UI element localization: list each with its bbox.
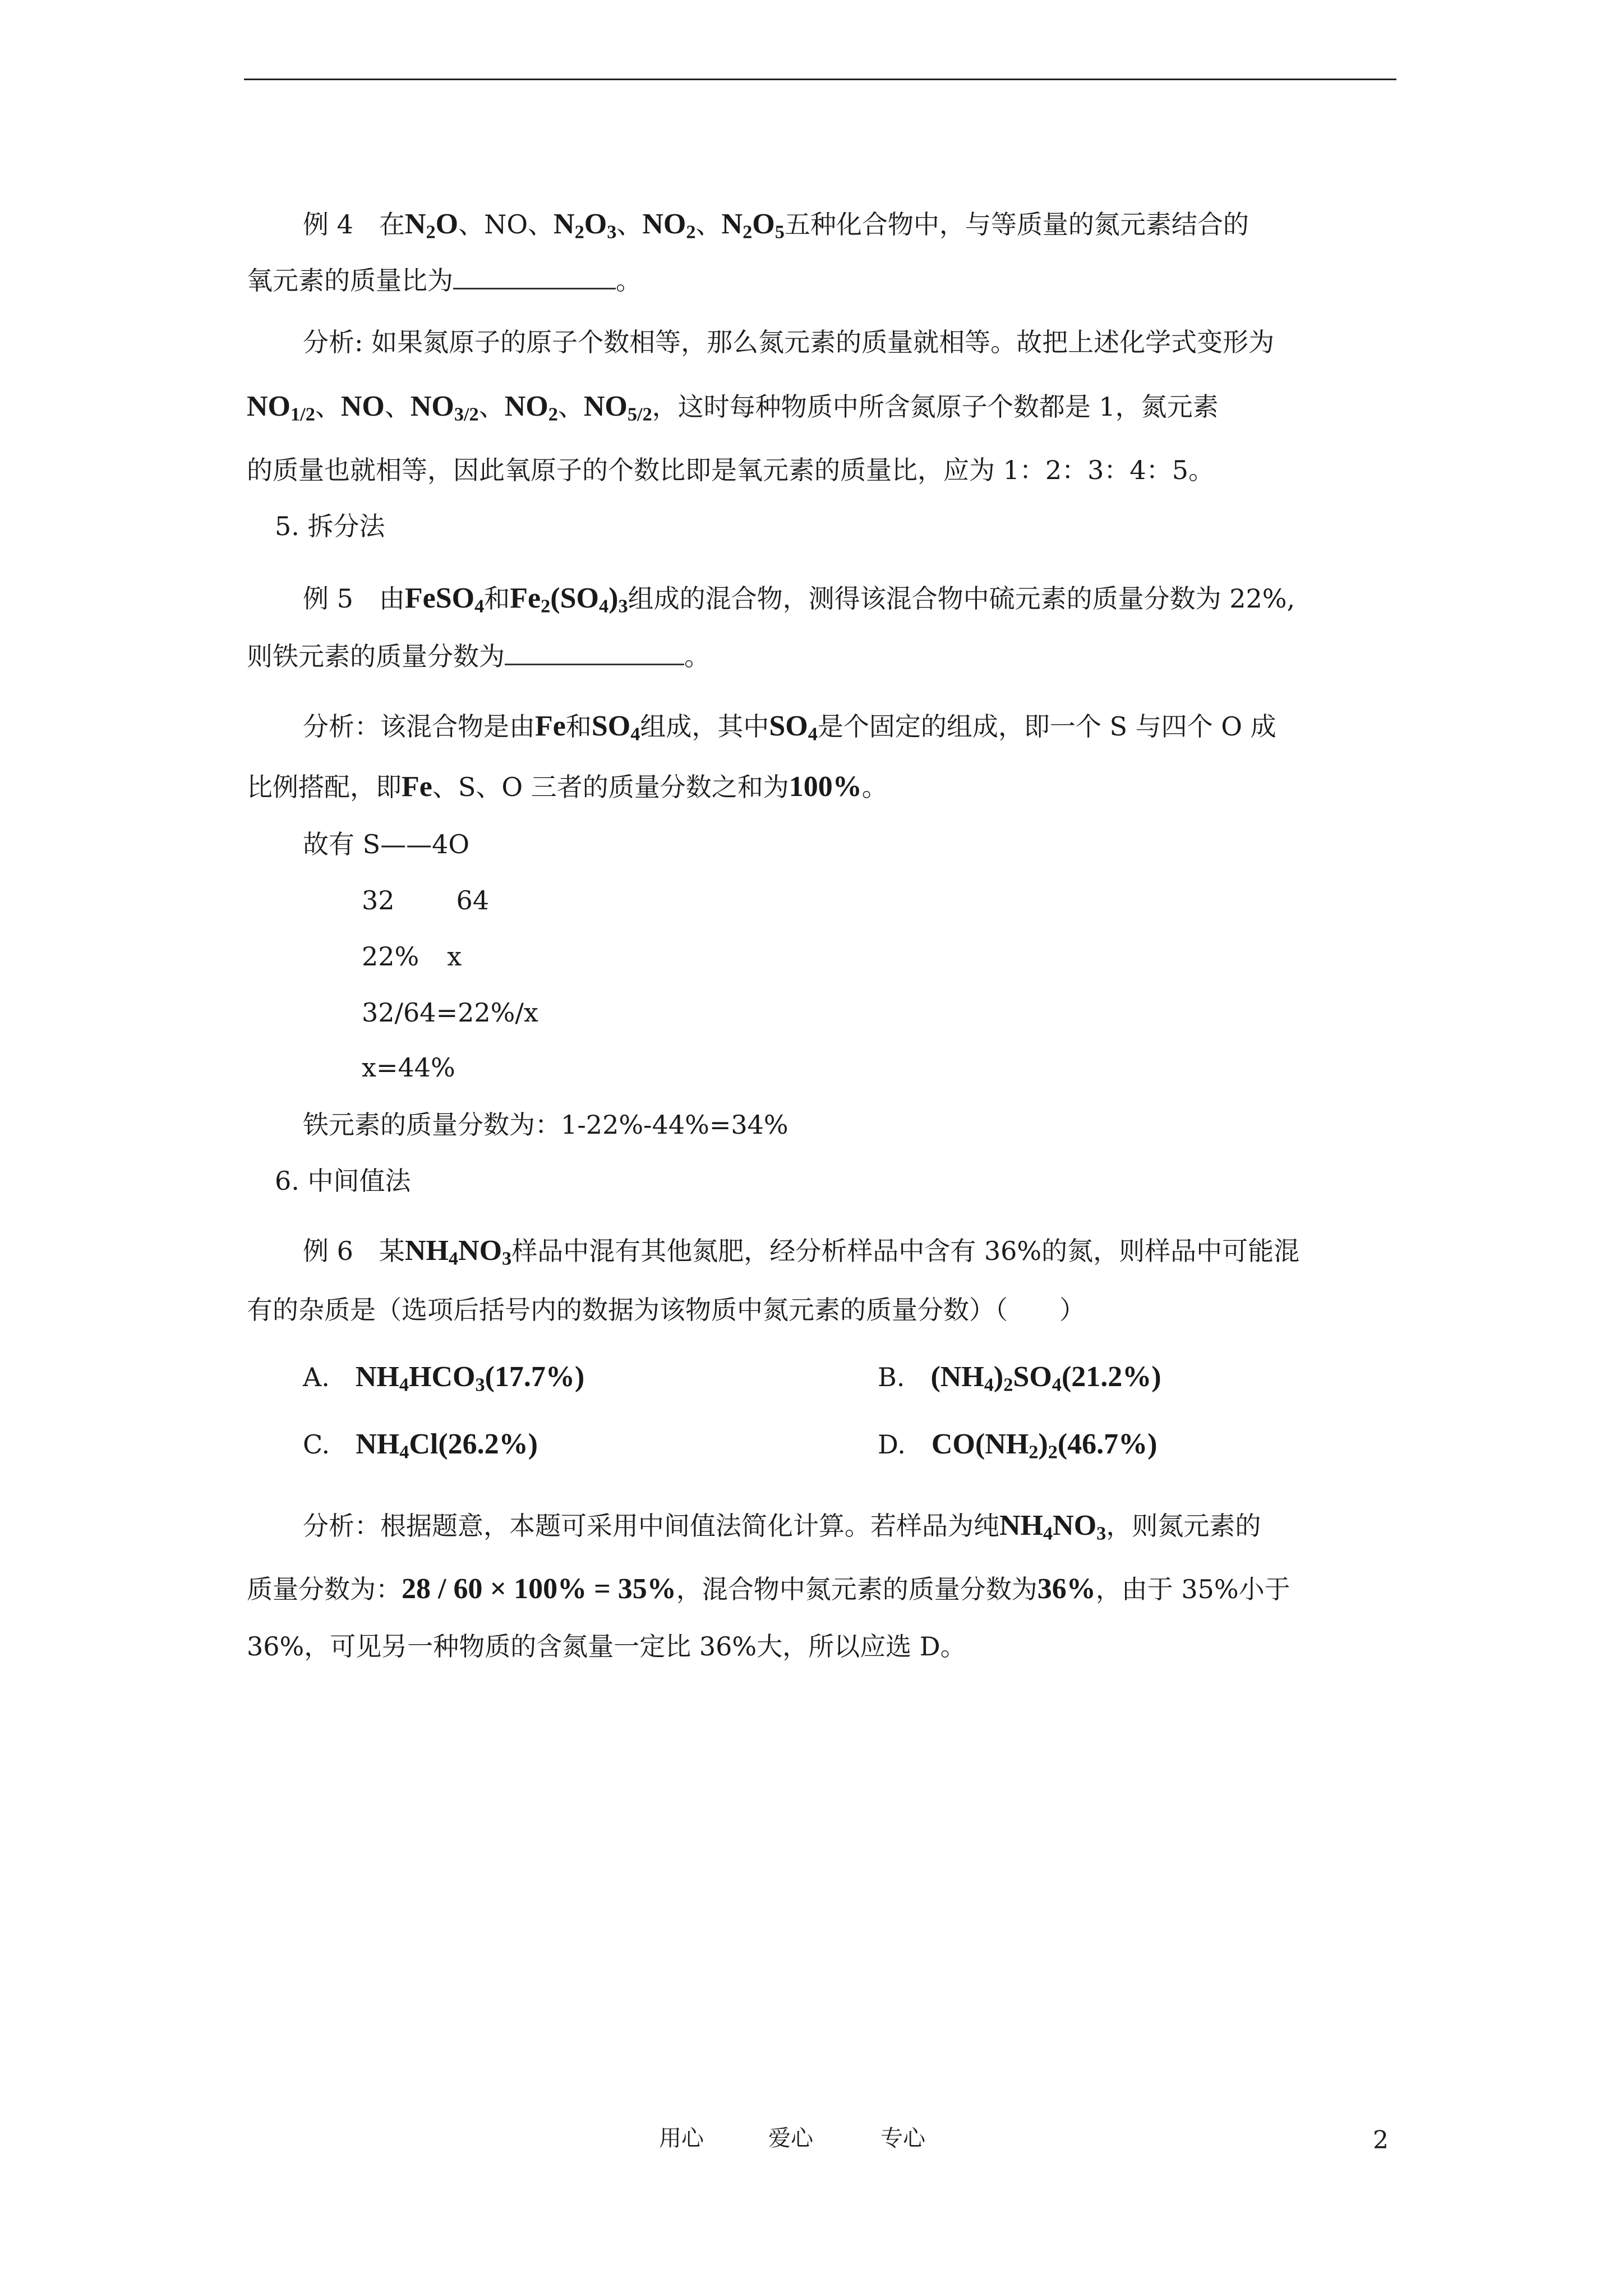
analysis4-line1: 分析: 如果氮原子的原子个数相等，那么氮元素的质量就相等。故把上述化学式变形为 — [303, 327, 1275, 357]
analysis5-line2: 比例搭配，即Fe、S、O 三者的质量分数之和为100%。 — [247, 771, 888, 803]
ex6-line1: 例 6 某$NH_4NO_3$样品中混有其他氮肥，经分析样品中含有 36%的氮，则样品中可能混 — [303, 1235, 1300, 1269]
analysis4-line2: $NO_{1/2}$、NO、$NO_{3/2}$、$NO_2$、$NO_{5/2}$，这时每种物质中所含氮原子个数都是 1，氮元素 — [247, 390, 1219, 425]
page-number: 2 — [1373, 2126, 1389, 2155]
ex5-line2: 则铁元素的质量分数为 。 — [247, 641, 710, 671]
footer-motto-1: 用心 — [659, 2125, 704, 2151]
option-c: C. $NH_4Cl(26.2\%)$ — [303, 1428, 538, 1463]
ex4-line1: 例 4 在$N_2O$、NO、$N_2O_3$、$NO_2$、$N_2O_5$五种化合物中，与等质量的氮元素结合的 — [303, 208, 1249, 243]
ex6-line2: 有的杂质是（选项后括号内的数据为该物质中氮元素的质量分数）（ ） — [247, 1295, 1085, 1325]
ex5-line1: 例 5 由FeSO$_4$和$Fe_2(SO_4)_3$组成的混合物，测得该混合物中硫元素的质量分数为 22%, — [303, 582, 1295, 617]
analysis6-line3: 36%，可见另一种物质的含氮量一定比 36%大，所以应选 D。 — [247, 1631, 966, 1662]
analysis6-line1: 分析：根据题意，本题可采用中间值法简化计算。若样品为纯$NH_4NO_3$，则氮元素的 — [303, 1510, 1261, 1544]
analysis4-line3: 的质量也就相等，因此氧原子的个数比即是氧元素的质量比，应为 1：2：3：4：5。 — [247, 455, 1214, 485]
calc-line2: 32 64 — [362, 885, 490, 915]
option-d: D. $CO(NH_2)_2(46.7\%)$ — [878, 1428, 1158, 1463]
option-b: B. $(NH_4)_2SO_4(21.2\%)$ — [878, 1361, 1161, 1396]
answer-blank — [505, 641, 684, 665]
section5-heading: 5. 拆分法 — [275, 511, 385, 541]
calc-line1: 故有 S——4O — [303, 829, 470, 859]
ex4-line2: 氧元素的质量比为 。 — [247, 265, 642, 296]
calc-line4: 32/64=22%/x — [362, 997, 538, 1028]
footer-motto-3: 专心 — [880, 2125, 925, 2151]
section6-heading: 6. 中间值法 — [275, 1166, 411, 1196]
analysis6-line2: 质量分数为：28 / 60 × 100% = 35%，混合物中氮元素的质量分数为36%，由于 35%小于 — [247, 1573, 1290, 1605]
answer-blank — [453, 265, 616, 289]
calc-line5: x=44% — [362, 1052, 455, 1083]
calc-line6: 铁元素的质量分数为：1-22%-44%=34% — [303, 1110, 789, 1140]
header-rule — [244, 79, 1396, 80]
footer-motto-2: 爱心 — [768, 2125, 813, 2151]
analysis5-line1: 分析：该混合物是由Fe和$SO_4$组成，其中$SO_4$是个固定的组成，即一个 S 与四个 O 成 — [303, 710, 1276, 745]
option-a: A. $NH_4HCO_3(17.7\%)$ — [303, 1361, 585, 1396]
calc-line3: 22% x — [362, 941, 462, 972]
